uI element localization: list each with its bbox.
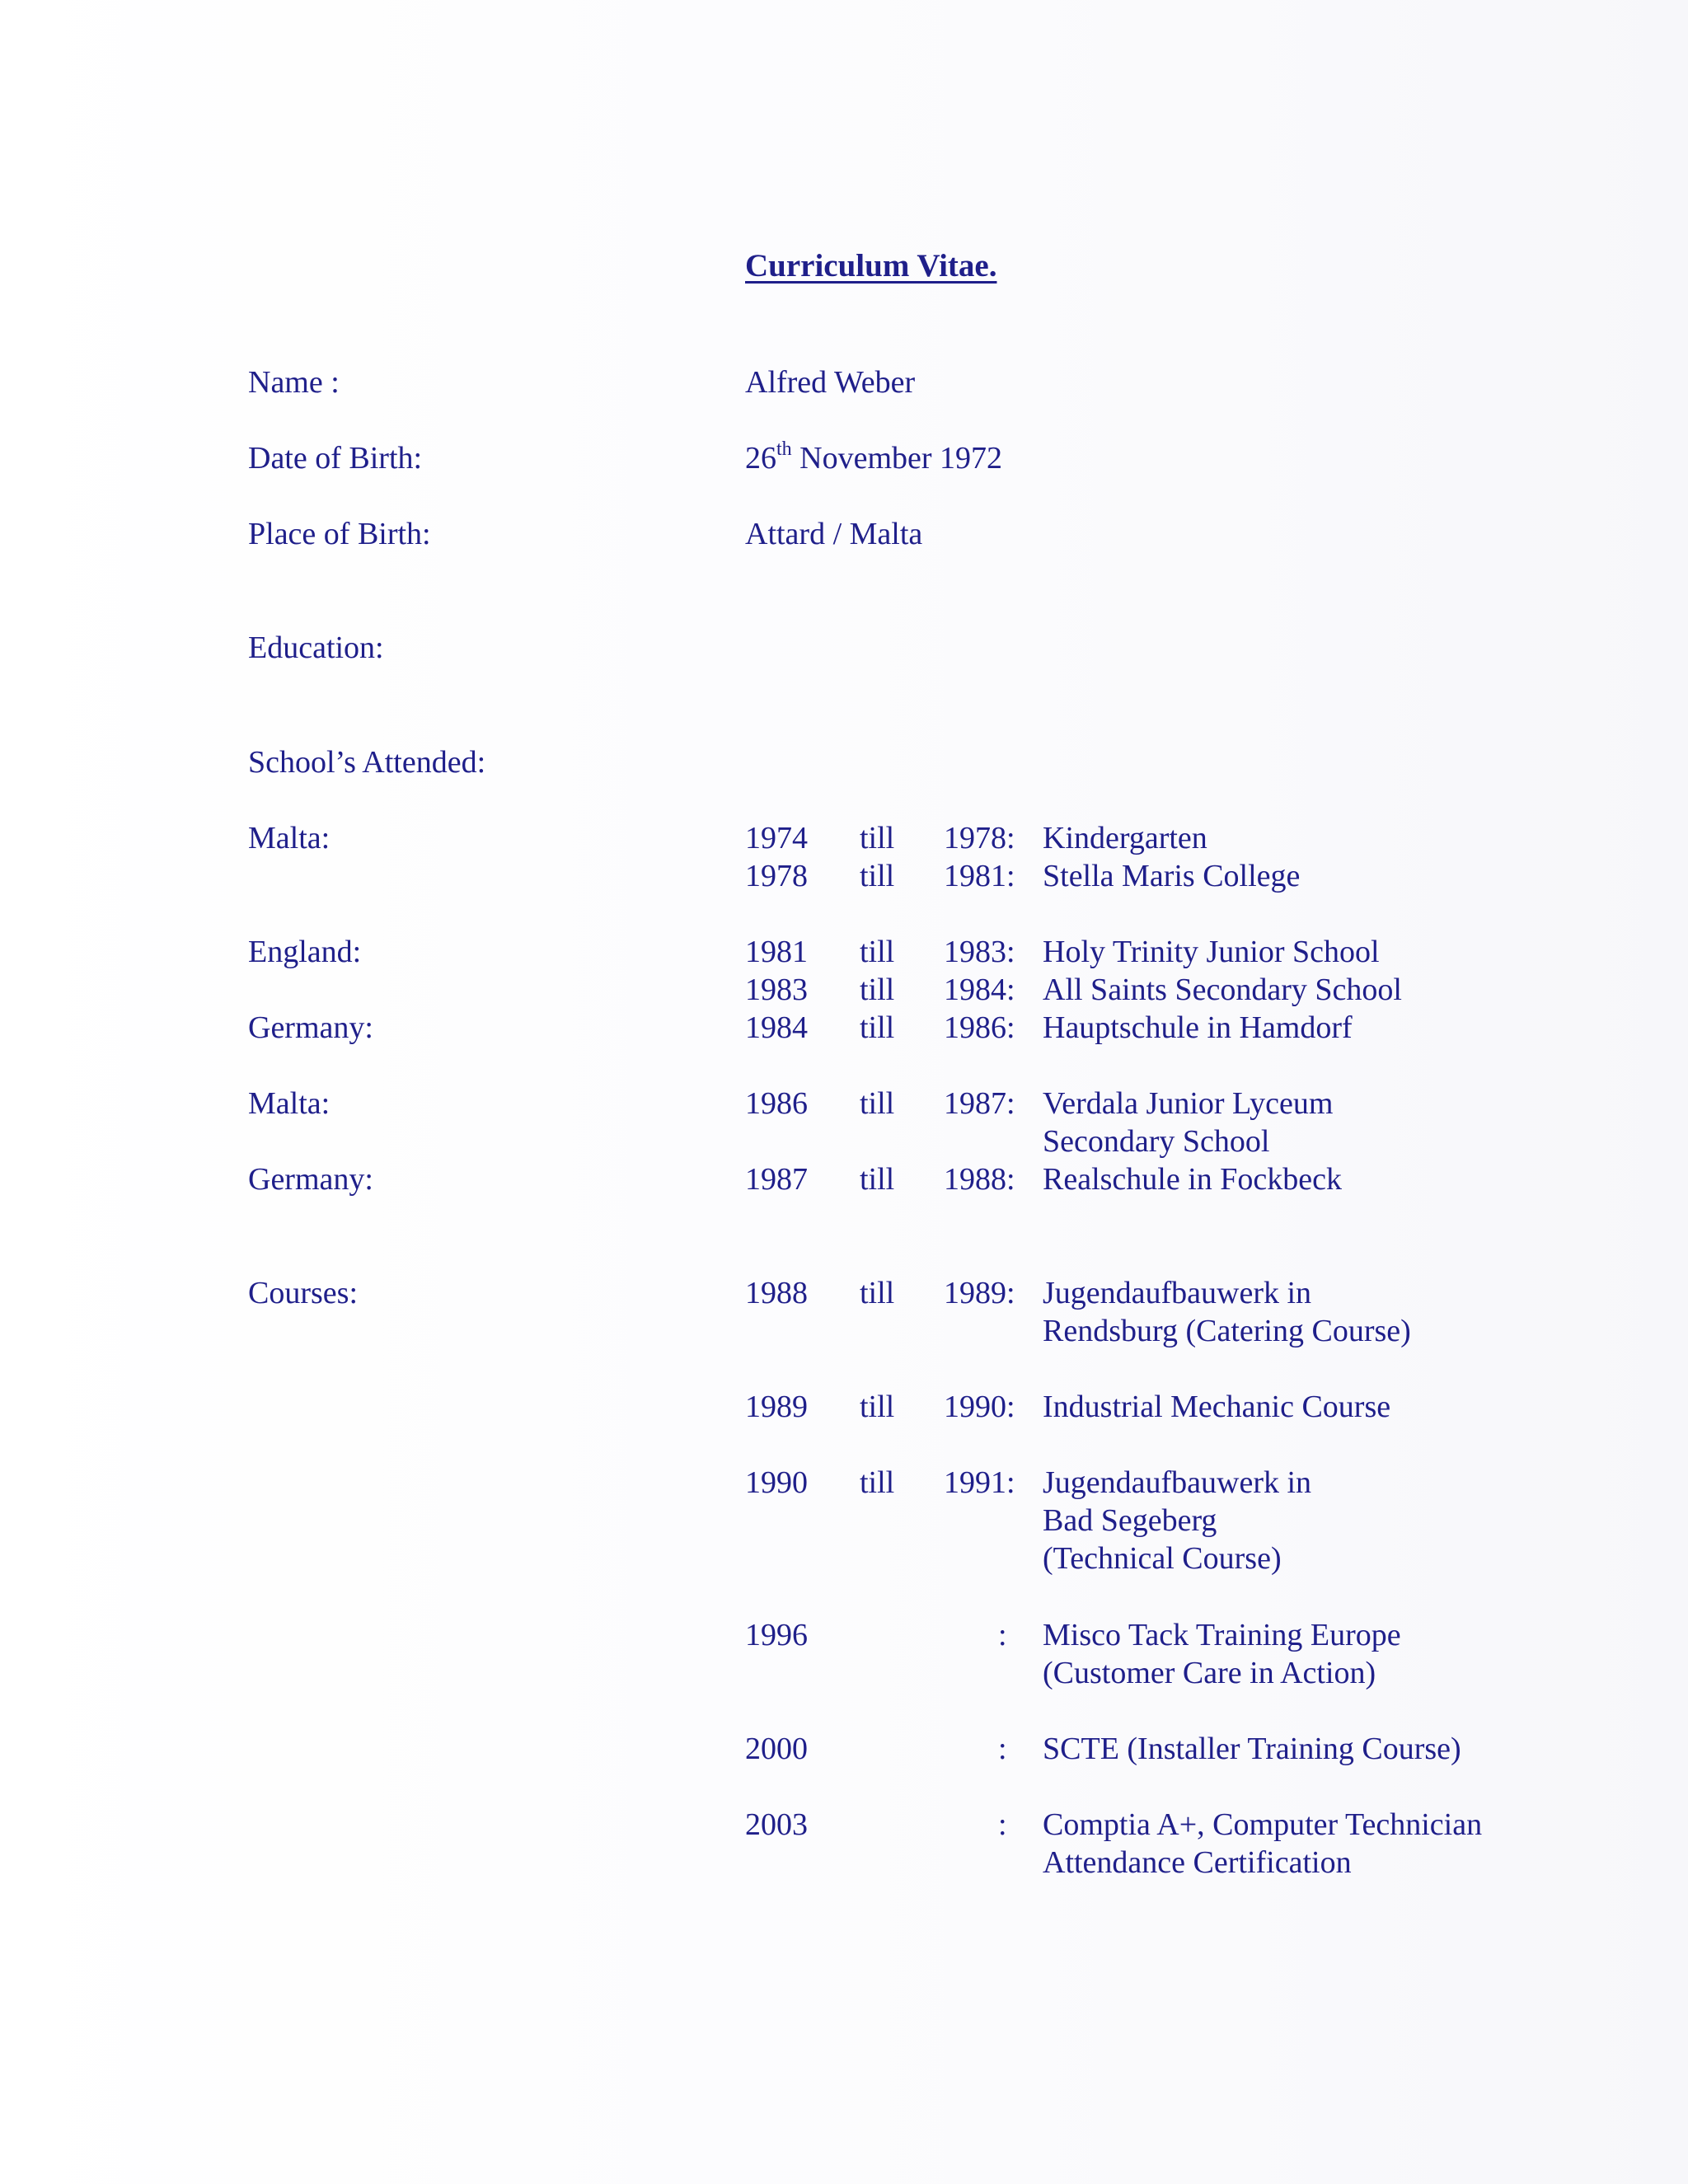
course-name: Jugendaufbauwerk in: [1043, 1276, 1312, 1310]
course-year: 2000: [745, 1732, 808, 1766]
school-name: Realschule in Fockbeck: [1043, 1162, 1343, 1197]
school-name: Verdala Junior Lyceum: [1043, 1086, 1334, 1121]
school-till: till: [860, 1162, 895, 1197]
dob-label: Date of Birth:: [248, 441, 423, 476]
course-colon: :: [998, 1807, 1007, 1842]
pob-label: Place of Birth:: [248, 517, 431, 551]
course-till: till: [860, 1276, 895, 1310]
course-name-continued: Bad Segeberg: [1043, 1503, 1217, 1538]
school-to-year: 1984:: [944, 972, 1015, 1007]
course-to-year: 1989:: [944, 1276, 1015, 1310]
school-from-year: 1987: [745, 1162, 808, 1197]
dob-day: 26: [745, 441, 776, 476]
course-name: Jugendaufbauwerk in: [1043, 1465, 1312, 1500]
education-label: Education:: [248, 630, 384, 665]
school-from-year: 1978: [745, 859, 808, 893]
country-label: Germany:: [248, 1010, 373, 1045]
dob-month-year: November 1972: [791, 441, 1003, 476]
school-till: till: [860, 821, 895, 855]
course-name: Industrial Mechanic Course: [1043, 1390, 1391, 1424]
course-name-continued: (Technical Course): [1043, 1541, 1282, 1576]
course-colon: :: [998, 1618, 1007, 1652]
school-till: till: [860, 1010, 895, 1045]
course-name-continued: Attendance Certification: [1043, 1845, 1352, 1880]
school-to-year: 1986:: [944, 1010, 1015, 1045]
school-from-year: 1974: [745, 821, 808, 855]
course-name: SCTE (Installer Training Course): [1043, 1732, 1461, 1766]
school-from-year: 1984: [745, 1010, 808, 1045]
school-name: Stella Maris College: [1043, 859, 1301, 893]
course-till: till: [860, 1465, 895, 1500]
school-till: till: [860, 935, 895, 969]
school-till: till: [860, 972, 895, 1007]
course-name-continued: Rendsburg (Catering Course): [1043, 1314, 1411, 1348]
courses-label: Courses:: [248, 1276, 358, 1310]
school-to-year: 1983:: [944, 935, 1015, 969]
schools-label: School’s Attended:: [248, 745, 486, 780]
document-title: Curriculum Vitae.: [745, 248, 997, 284]
country-label: Malta:: [248, 1086, 331, 1121]
school-from-year: 1986: [745, 1086, 808, 1121]
school-from-year: 1983: [745, 972, 808, 1007]
school-to-year: 1988:: [944, 1162, 1015, 1197]
course-from-year: 1988: [745, 1276, 808, 1310]
name-label: Name :: [248, 365, 340, 400]
dob-value: [745, 439, 1002, 481]
course-from-year: 1989: [745, 1390, 808, 1424]
course-to-year: 1991:: [944, 1465, 1015, 1500]
course-from-year: 1990: [745, 1465, 808, 1500]
course-name: Misco Tack Training Europe: [1043, 1618, 1401, 1652]
course-till: till: [860, 1390, 895, 1424]
school-from-year: 1981: [745, 935, 808, 969]
school-to-year: 1978:: [944, 821, 1015, 855]
country-label: Germany:: [248, 1162, 373, 1197]
course-to-year: 1990:: [944, 1390, 1015, 1424]
school-name: Hauptschule in Hamdorf: [1043, 1010, 1353, 1045]
course-name: Comptia A+, Computer Technician: [1043, 1807, 1483, 1842]
course-year: 2003: [745, 1807, 808, 1842]
course-colon: :: [998, 1732, 1007, 1766]
course-year: 1996: [745, 1618, 808, 1652]
school-name: Kindergarten: [1043, 821, 1207, 855]
school-to-year: 1987:: [944, 1086, 1015, 1121]
course-name-continued: (Customer Care in Action): [1043, 1656, 1376, 1690]
country-label: Malta:: [248, 821, 331, 855]
pob-value: Attard / Malta: [745, 517, 923, 551]
dob-suffix: th: [776, 438, 792, 460]
school-till: till: [860, 1086, 895, 1121]
school-till: till: [860, 859, 895, 893]
school-name-continued: Secondary School: [1043, 1124, 1270, 1159]
school-to-year: 1981:: [944, 859, 1015, 893]
name-value: Alfred Weber: [745, 365, 916, 400]
school-name: All Saints Secondary School: [1043, 972, 1402, 1007]
country-label: England:: [248, 935, 362, 969]
school-name: Holy Trinity Junior School: [1043, 935, 1380, 969]
